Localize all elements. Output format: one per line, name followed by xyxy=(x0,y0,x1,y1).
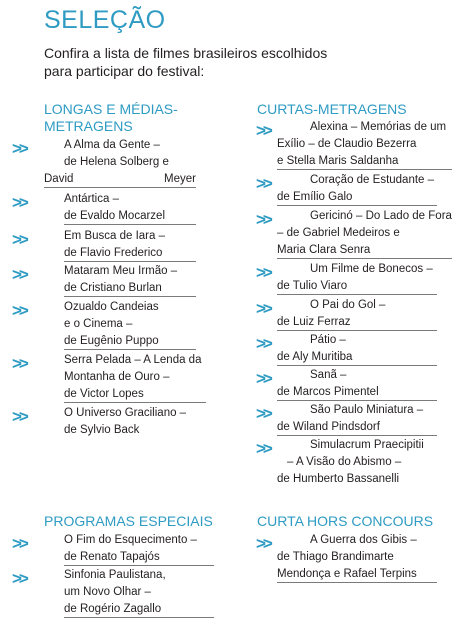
entry-line: – A Visão do Abismo – xyxy=(287,456,402,468)
section-title-hors-concours: CURTA HORS CONCOURS xyxy=(257,513,434,529)
chevron-icon: >> xyxy=(256,263,270,282)
entry-line: O Universo Graciliano – xyxy=(64,407,187,419)
entry-line: Serra Pelada – A Lenda da xyxy=(64,354,202,366)
entry-line xyxy=(44,171,196,188)
chevron-icon: >> xyxy=(256,334,270,353)
entry-line: de Helena Solberg e xyxy=(64,156,169,168)
entry-line: de Luiz Ferraz xyxy=(277,314,437,331)
chevron-icon: >> xyxy=(256,369,270,388)
chevron-icon: >> xyxy=(256,210,270,229)
section-title-curtas: CURTAS-METRAGENS xyxy=(257,101,407,117)
list-item xyxy=(277,119,452,170)
entry-line: de Renato Tapajós xyxy=(64,549,214,566)
list-item xyxy=(44,137,196,188)
entry-line: Um Filme de Bonecos – xyxy=(310,263,433,275)
chevron-icon: >> xyxy=(256,534,270,553)
chevron-icon: >> xyxy=(12,301,26,320)
list-item xyxy=(64,352,206,403)
chevron-icon: >> xyxy=(12,569,26,588)
chevron-icon: >> xyxy=(12,193,26,212)
list-item xyxy=(64,405,206,439)
entry-line: de Eugênio Puppo xyxy=(64,333,196,350)
entry-line: Exílio – de Claudio Bezerra xyxy=(277,138,417,150)
list-item xyxy=(277,297,437,331)
chevron-icon: >> xyxy=(12,354,26,373)
list-item xyxy=(64,299,196,350)
entry-word: David xyxy=(44,173,74,185)
section-title-longas xyxy=(44,101,234,135)
entry-line: de Humberto Bassanelli xyxy=(277,473,400,485)
list-item xyxy=(277,172,437,206)
chevron-icon: >> xyxy=(12,230,26,249)
chevron-icon: >> xyxy=(12,139,26,158)
list-item xyxy=(64,191,196,225)
list-item xyxy=(64,532,214,566)
entry-line: de Sylvio Back xyxy=(64,424,140,436)
chevron-icon: >> xyxy=(12,265,26,284)
entry-line: Maria Clara Senra xyxy=(277,242,452,259)
entry-line: de Marcos Pimentel xyxy=(277,384,437,401)
chevron-icon: >> xyxy=(256,299,270,318)
entry-line: – de Gabriel Medeiros e xyxy=(277,227,400,239)
section-title-programas: PROGRAMAS ESPECIAIS xyxy=(44,513,213,529)
entry-line: Em Busca de Iara – xyxy=(64,230,165,242)
entry-line: Simulacrum Praecipitii xyxy=(310,439,424,451)
chevron-icon: >> xyxy=(256,404,270,423)
list-item xyxy=(277,437,442,488)
section-title-longas-line2: METRAGENS xyxy=(44,118,133,134)
entry-line: de Tulio Viaro xyxy=(277,278,437,295)
entry-line: Gericinó – Do Lado de Fora xyxy=(310,210,452,222)
entry-line: de Wiland Pindsdorf xyxy=(277,419,437,436)
entry-line: de Cristiano Burlan xyxy=(64,280,196,297)
list-item xyxy=(277,367,437,401)
entry-line: Sanã – xyxy=(310,369,347,381)
intro-line-1: Confira a lista de filmes brasileiros escolhidos xyxy=(44,45,328,61)
list-item xyxy=(277,332,437,366)
entry-line: São Paulo Miniatura – xyxy=(310,404,424,416)
list-item xyxy=(277,261,437,295)
entry-line: Montanha de Ouro – xyxy=(64,371,170,383)
entry-line: de Emílio Galo xyxy=(277,189,437,206)
entry-line: Alexina – Memórias de um xyxy=(310,121,447,133)
entry-line: e o Cinema – xyxy=(64,318,133,330)
chevron-icon: >> xyxy=(256,121,270,140)
entry-line: O Fim do Esquecimento – xyxy=(64,534,197,546)
entry-line: de Aly Muritiba xyxy=(277,349,437,366)
entry-line: Mendonça e Rafael Terpins xyxy=(277,566,437,583)
entry-line: Antártica – xyxy=(64,193,119,205)
list-item xyxy=(277,532,437,583)
entry-line: de Flavio Frederico xyxy=(64,245,196,262)
section-title-longas-line1: LONGAS E MÉDIAS- xyxy=(44,101,178,117)
entry-line: de Thiago Brandimarte xyxy=(277,551,394,563)
entry-line: O Pai do Gol – xyxy=(310,299,386,311)
list-item xyxy=(277,208,452,259)
chevron-icon: >> xyxy=(256,174,270,193)
entry-line: de Victor Lopes xyxy=(64,386,206,403)
entry-line: Pátio – xyxy=(310,334,346,346)
page-title: SELEÇÃO xyxy=(44,6,166,34)
entry-word: Meyer xyxy=(164,173,196,185)
chevron-icon: >> xyxy=(256,439,270,458)
list-item xyxy=(277,402,437,436)
entry-line: A Guerra dos Gibis – xyxy=(310,534,417,546)
entry-line: Coração de Estudante – xyxy=(310,174,435,186)
list-item xyxy=(64,228,196,262)
entry-line: e Stella Maris Saldanha xyxy=(277,153,452,170)
chevron-icon: >> xyxy=(12,407,26,426)
list-item xyxy=(64,263,196,297)
entry-line: um Novo Olhar – xyxy=(64,586,151,598)
entry-line: Mataram Meu Irmão – xyxy=(64,265,178,277)
entry-line: A Alma da Gente – xyxy=(64,139,160,151)
intro-text xyxy=(44,44,364,80)
entry-line: de Evaldo Mocarzel xyxy=(64,208,196,225)
chevron-icon: >> xyxy=(12,534,26,553)
entry-line: Ozualdo Candeias xyxy=(64,301,159,313)
entry-line: de Rogério Zagallo xyxy=(64,601,214,618)
intro-line-2: para participar do festival: xyxy=(44,63,205,79)
entry-line: Sinfonia Paulistana, xyxy=(64,569,166,581)
list-item xyxy=(64,567,214,618)
